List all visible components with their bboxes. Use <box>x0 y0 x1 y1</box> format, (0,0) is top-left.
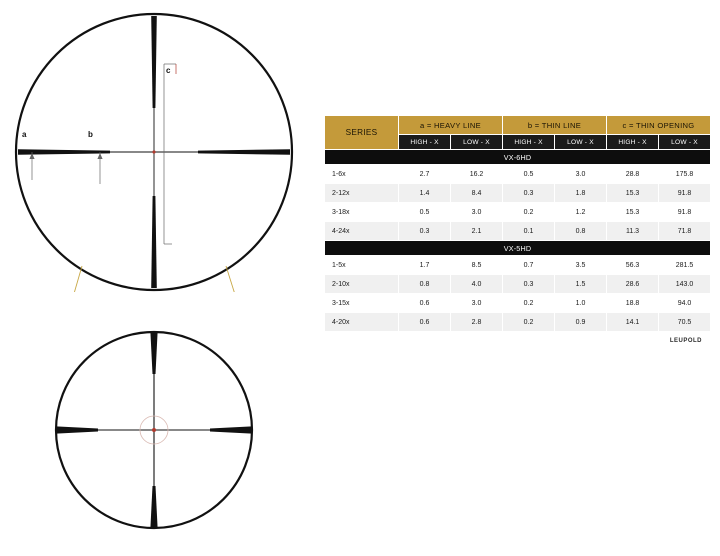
cell-b-high: 0.2 <box>503 313 555 332</box>
cell-b-high: 0.3 <box>503 184 555 203</box>
cell-model: 2-10x <box>325 275 399 294</box>
header-group-b: b = THIN LINE <box>503 116 607 135</box>
table-row <box>325 275 711 294</box>
table-row <box>325 294 711 313</box>
cell-c-high: 14.1 <box>607 313 659 332</box>
reticle-diagram <box>0 0 310 540</box>
table-row <box>325 222 711 241</box>
cell-b-low: 1.8 <box>555 184 607 203</box>
cell-a-high: 0.8 <box>399 275 451 294</box>
table-row <box>325 165 711 184</box>
cell-c-low: 91.8 <box>659 203 711 222</box>
cell-a-low: 4.0 <box>451 275 503 294</box>
cell-model: 2-12x <box>325 184 399 203</box>
cell-c-high: 15.3 <box>607 184 659 203</box>
reticle-center-dot <box>152 150 155 153</box>
cell-a-low: 16.2 <box>451 165 503 184</box>
group-label-vx5hd: VX-5HD <box>325 241 711 256</box>
cell-b-low: 0.9 <box>555 313 607 332</box>
subheader-a-low: LOW - X <box>451 135 503 150</box>
cell-b-high: 0.2 <box>503 203 555 222</box>
cell-model: 1-5x <box>325 256 399 275</box>
label-b: b <box>88 130 94 139</box>
cell-a-low: 3.0 <box>451 294 503 313</box>
cell-c-low: 91.8 <box>659 184 711 203</box>
cell-b-high: 0.7 <box>503 256 555 275</box>
reticle-center-detail <box>54 330 254 530</box>
cell-a-high: 1.4 <box>399 184 451 203</box>
subheader-c-low: LOW - X <box>659 135 711 150</box>
table-row <box>325 313 711 332</box>
cell-c-high: 56.3 <box>607 256 659 275</box>
label-c: c <box>166 66 171 75</box>
cell-c-low: 281.5 <box>659 256 711 275</box>
cell-a-high: 0.5 <box>399 203 451 222</box>
cell-c-high: 28.6 <box>607 275 659 294</box>
cell-b-low: 0.8 <box>555 222 607 241</box>
cell-c-low: 71.8 <box>659 222 711 241</box>
cell-c-high: 15.3 <box>607 203 659 222</box>
zoom-center-dot <box>152 428 156 432</box>
subheader-c-high: HIGH - X <box>607 135 659 150</box>
table-row <box>325 184 711 203</box>
cell-model: 3-18x <box>325 203 399 222</box>
cell-b-high: 0.2 <box>503 294 555 313</box>
cell-b-high: 0.1 <box>503 222 555 241</box>
cell-b-low: 1.0 <box>555 294 607 313</box>
cell-c-high: 28.8 <box>607 165 659 184</box>
zoom-callout-right <box>226 266 250 292</box>
header-group-c: c = THIN OPENING <box>607 116 711 135</box>
subtension-table-wrapper <box>324 115 710 344</box>
cell-a-low: 2.8 <box>451 313 503 332</box>
cell-c-high: 18.8 <box>607 294 659 313</box>
cell-b-high: 0.5 <box>503 165 555 184</box>
cell-model: 4-20x <box>325 313 399 332</box>
label-a: a <box>22 130 27 139</box>
cell-c-low: 175.8 <box>659 165 711 184</box>
table-group-header <box>325 241 711 256</box>
header-group-a: a = HEAVY LINE <box>399 116 503 135</box>
cell-a-high: 1.7 <box>399 256 451 275</box>
cell-a-low: 3.0 <box>451 203 503 222</box>
cell-model: 3-15x <box>325 294 399 313</box>
cell-b-low: 3.0 <box>555 165 607 184</box>
subheader-b-low: LOW - X <box>555 135 607 150</box>
subtension-table <box>324 115 711 332</box>
cell-b-low: 3.5 <box>555 256 607 275</box>
cell-c-low: 143.0 <box>659 275 711 294</box>
cell-b-low: 1.2 <box>555 203 607 222</box>
cell-a-high: 0.6 <box>399 313 451 332</box>
cell-c-low: 94.0 <box>659 294 711 313</box>
brand-mark: LEUPOLD <box>669 338 702 344</box>
cell-a-high: 0.6 <box>399 294 451 313</box>
cell-model: 4-24x <box>325 222 399 241</box>
cell-c-low: 70.5 <box>659 313 711 332</box>
cell-c-high: 11.3 <box>607 222 659 241</box>
cell-a-high: 0.3 <box>399 222 451 241</box>
subheader-b-high: HIGH - X <box>503 135 555 150</box>
header-series: SERIES <box>325 116 399 150</box>
cell-b-low: 1.5 <box>555 275 607 294</box>
reticle-full-view <box>14 12 294 292</box>
group-label-vx6hd: VX-6HD <box>325 150 711 165</box>
table-row <box>325 256 711 275</box>
cell-b-high: 0.3 <box>503 275 555 294</box>
cell-model: 1-6x <box>325 165 399 184</box>
cell-a-low: 8.5 <box>451 256 503 275</box>
cell-a-high: 2.7 <box>399 165 451 184</box>
zoom-callout-left <box>60 266 82 292</box>
table-header-groups <box>325 116 711 135</box>
table-row <box>325 203 711 222</box>
cell-a-low: 2.1 <box>451 222 503 241</box>
subheader-a-high: HIGH - X <box>399 135 451 150</box>
cell-a-low: 8.4 <box>451 184 503 203</box>
table-group-header <box>325 150 711 165</box>
